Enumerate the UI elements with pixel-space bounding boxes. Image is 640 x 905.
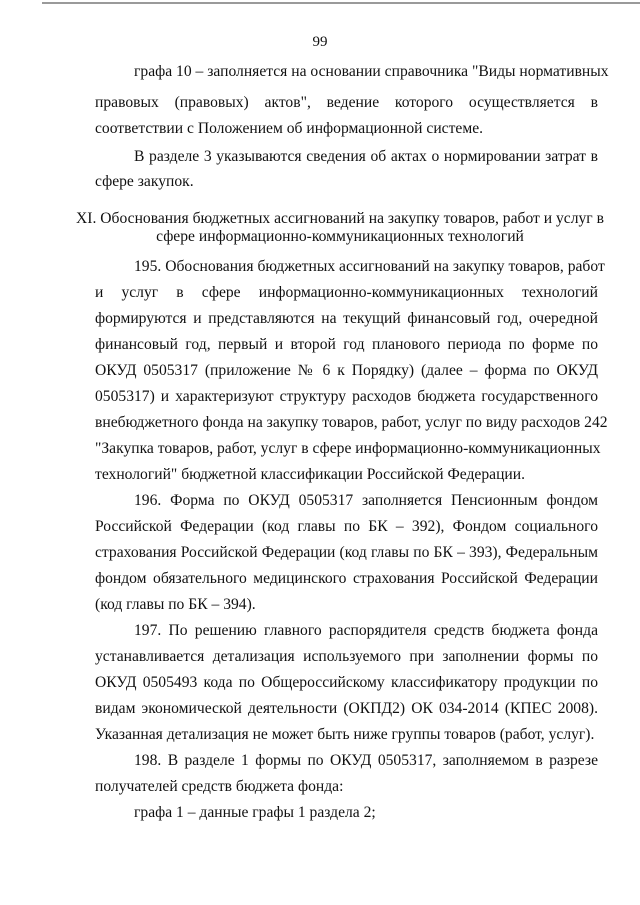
text-line: правовых (правовых) актов", ведение которого осуществляется в [95, 94, 598, 111]
text-line: В разделе 3 указываются сведения об актах о нормировании затрат в [134, 148, 598, 165]
text-line: ОКУД 0505317 (приложение № 6 к Порядку) (далее – форма по ОКУД [95, 362, 598, 379]
text-line: финансовый год, первый и второй год планового периода по форме по [95, 336, 598, 353]
section-heading: XI. Обоснования бюджетных ассигнований на закупку товаров, работ и услуг в [76, 210, 604, 227]
text-line: устанавливается детализация используемого при заполнении формы по [95, 648, 598, 665]
text-line: видам экономической деятельности (ОКПД2) ОК 034-2014 (КПЕС 2008). [95, 700, 598, 717]
text-line: "Закупка товаров, работ, услуг в сфере информационно-коммуникационных [95, 440, 601, 457]
text-line: Российской Федерации (код главы по БК – 392), Фондом социального [95, 518, 598, 535]
text-line: Указанная детализация не может быть ниже группы товаров (работ, услуг). [95, 726, 595, 743]
text-line: 197. По решению главного распорядителя средств бюджета фонда [134, 622, 598, 639]
text-line: 0505317) и характеризуют структуру расходов бюджета государственного [95, 388, 598, 405]
text-line: получателей средств бюджета фонда: [95, 778, 344, 795]
text-line: страхования Российской Федерации (код главы по БК – 393), Федеральным [95, 544, 598, 561]
text-line: (код главы по БК – 394). [95, 596, 256, 613]
text-line: сфере закупок. [95, 173, 194, 190]
text-line: 195. Обоснования бюджетных ассигнований на закупку товаров, работ [134, 258, 605, 275]
scan-top-edge [42, 2, 640, 4]
text-line: 196. Форма по ОКУД 0505317 заполняется Пенсионным фондом [134, 492, 598, 509]
text-line: соответствии с Положением об информационной системе. [95, 120, 484, 137]
text-line: технологий" бюджетной классификации Российской Федерации. [95, 466, 526, 483]
text-line: графа 10 – заполняется на основании справочника "Виды нормативных [134, 63, 609, 80]
text-line: фондом обязательного медицинского страхования Российской Федерации [95, 570, 598, 587]
page-number: 99 [312, 34, 328, 50]
text-line: графа 1 – данные графы 1 раздела 2; [134, 804, 376, 821]
section-heading: сфере информационно-коммуникационных технологий [156, 228, 524, 245]
text-line: и услуг в сфере информационно-коммуникационных технологий [95, 284, 598, 301]
text-line: ОКУД 0505493 кода по Общероссийскому классификатору продукции по [95, 674, 598, 691]
text-line: внебюджетного фонда на закупку товаров, работ, услуг по виду расходов 242 [95, 414, 608, 431]
text-line: формируются и представляются на текущий финансовый год, очередной [95, 310, 598, 327]
text-line: 198. В разделе 1 формы по ОКУД 0505317, заполняемом в разрезе [134, 752, 598, 769]
